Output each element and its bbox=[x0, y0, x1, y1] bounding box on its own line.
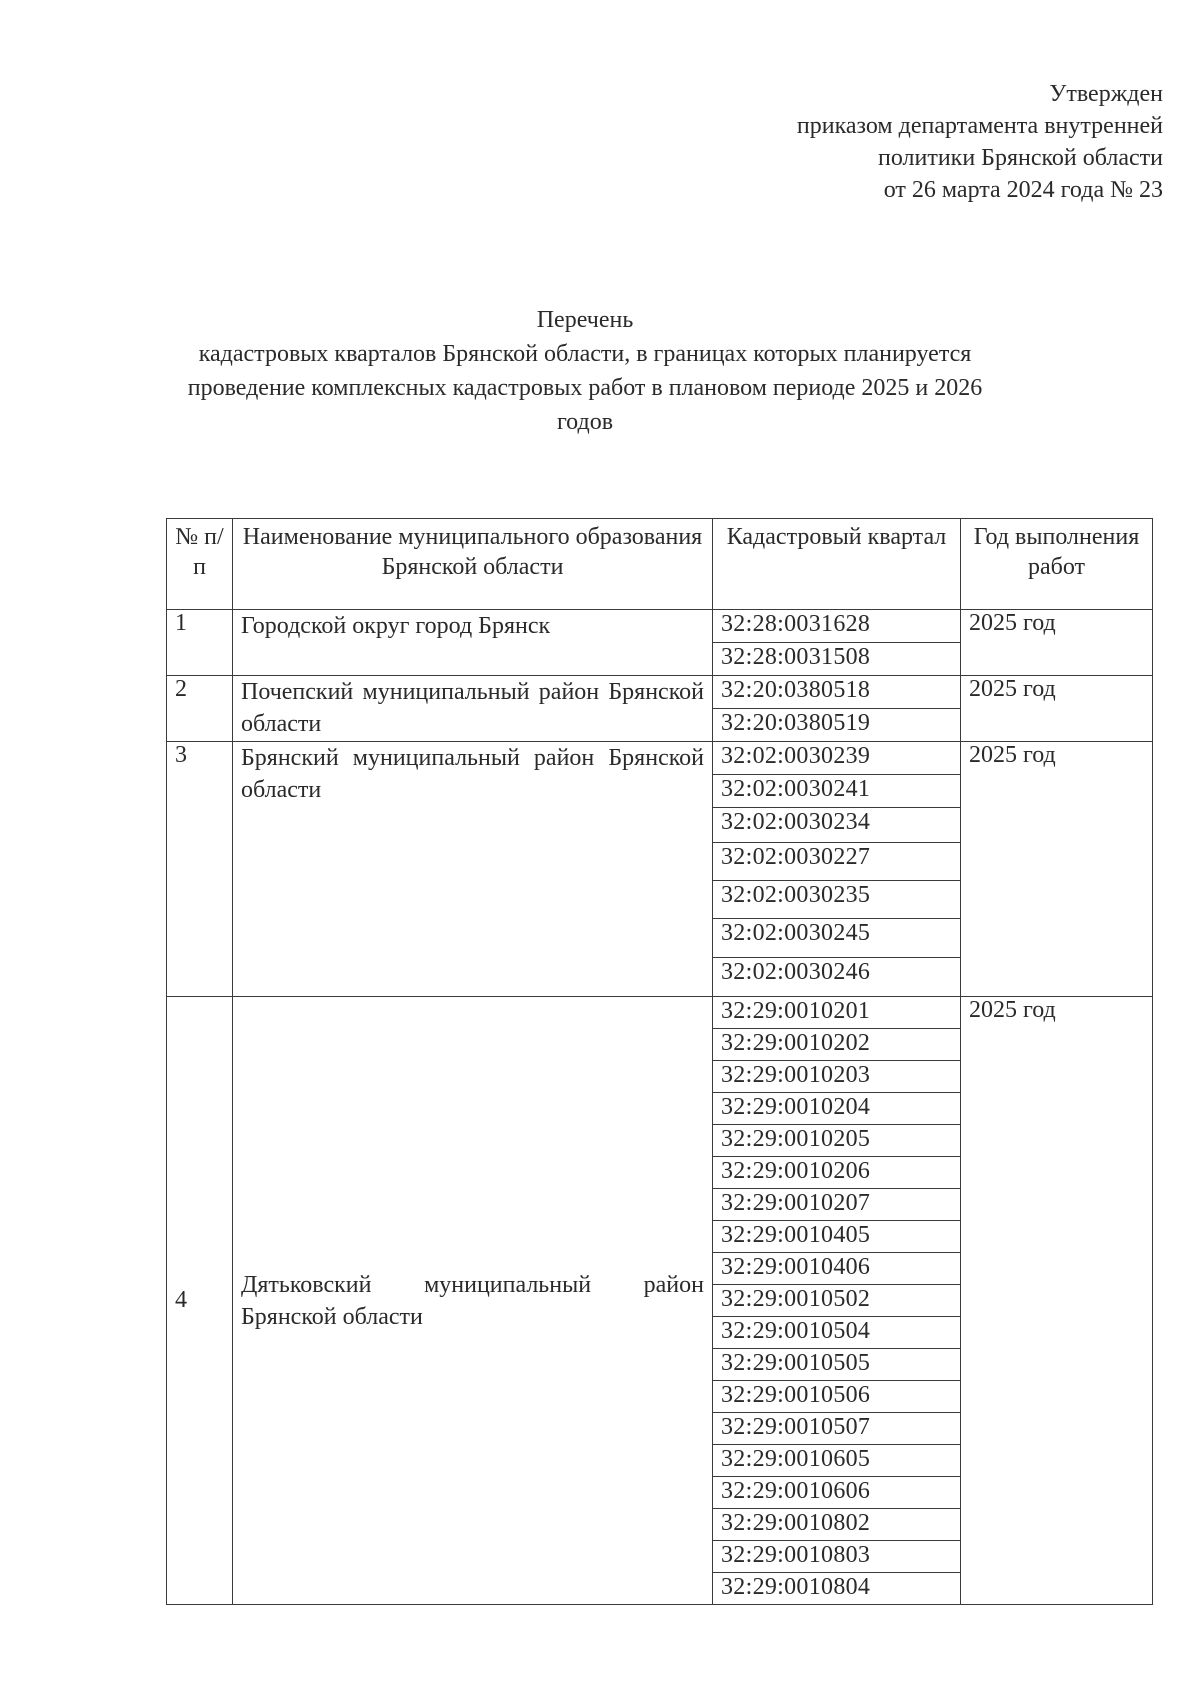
cadastral-quarter: 32:29:0010507 bbox=[713, 1413, 961, 1445]
table-row bbox=[167, 997, 1153, 1029]
approval-line: приказом департамента внутренней bbox=[796, 113, 1163, 139]
cadastral-quarter: 32:02:0030227 bbox=[713, 843, 961, 881]
header-quarter: Кадастровый квартал bbox=[713, 519, 961, 610]
cadastral-quarter: 32:02:0030246 bbox=[713, 958, 961, 997]
cadastral-table bbox=[166, 518, 1153, 1605]
cadastral-quarter: 32:29:0010803 bbox=[713, 1541, 961, 1573]
cadastral-quarter: 32:20:0380518 bbox=[713, 676, 961, 709]
work-year: 2025 год bbox=[961, 742, 1153, 997]
cadastral-quarter: 32:02:0030241 bbox=[713, 775, 961, 808]
cadastral-quarter: 32:29:0010406 bbox=[713, 1253, 961, 1285]
cadastral-quarter: 32:29:0010405 bbox=[713, 1221, 961, 1253]
header-name: Наименование муниципального образования Брянской области bbox=[233, 519, 713, 610]
row-number: 3 bbox=[167, 742, 233, 997]
header-year: Год выполнения работ bbox=[961, 519, 1153, 610]
approval-line: от 26 марта 2024 года № 23 bbox=[883, 177, 1163, 203]
cadastral-quarter: 32:02:0030235 bbox=[713, 881, 961, 919]
title-line: проведение комплексных кадастровых работ в плановом периоде 2025 и 2026 bbox=[187, 375, 983, 401]
cadastral-quarter: 32:29:0010201 bbox=[713, 997, 961, 1029]
table-row bbox=[167, 610, 1153, 643]
cadastral-quarter: 32:29:0010202 bbox=[713, 1029, 961, 1061]
cadastral-quarter: 32:28:0031508 bbox=[713, 643, 961, 676]
row-number: 2 bbox=[167, 676, 233, 742]
title-line: кадастровых кварталов Брянской области, в границах которых планируется bbox=[198, 341, 972, 367]
approval-line: политики Брянской области bbox=[877, 145, 1163, 171]
table-row bbox=[167, 676, 1153, 709]
row-number: 4 bbox=[167, 997, 233, 1605]
cadastral-quarter: 32:29:0010606 bbox=[713, 1477, 961, 1509]
municipality-name: Почепский муниципальный район Брянской области bbox=[233, 676, 713, 742]
cadastral-quarter: 32:29:0010504 bbox=[713, 1317, 961, 1349]
table-header-row bbox=[167, 519, 1153, 610]
header-num: № п/п bbox=[167, 519, 233, 610]
cadastral-quarter: 32:29:0010204 bbox=[713, 1093, 961, 1125]
table-row bbox=[167, 742, 1153, 775]
cadastral-quarter: 32:02:0030245 bbox=[713, 919, 961, 958]
cadastral-quarter: 32:02:0030239 bbox=[713, 742, 961, 775]
municipality-name: Брянский муниципальный район Брянской области bbox=[233, 742, 713, 997]
cadastral-quarter: 32:29:0010502 bbox=[713, 1285, 961, 1317]
cadastral-quarter: 32:02:0030234 bbox=[713, 808, 961, 843]
title-line: годов bbox=[556, 409, 614, 435]
title-line: Перечень bbox=[536, 307, 634, 333]
work-year: 2025 год bbox=[961, 610, 1153, 676]
cadastral-quarter: 32:29:0010804 bbox=[713, 1573, 961, 1605]
work-year: 2025 год bbox=[961, 997, 1153, 1605]
cadastral-quarter: 32:29:0010506 bbox=[713, 1381, 961, 1413]
table-body bbox=[167, 610, 1153, 1605]
cadastral-quarter: 32:29:0010207 bbox=[713, 1189, 961, 1221]
cadastral-quarter: 32:29:0010605 bbox=[713, 1445, 961, 1477]
cadastral-quarter: 32:28:0031628 bbox=[713, 610, 961, 643]
document-title bbox=[165, 303, 1005, 439]
cadastral-quarter: 32:29:0010203 bbox=[713, 1061, 961, 1093]
approval-stamp bbox=[797, 78, 1163, 206]
municipality-name: Дятьковский муниципальный район Брянской области bbox=[233, 997, 713, 1605]
cadastral-quarter: 32:29:0010205 bbox=[713, 1125, 961, 1157]
cadastral-quarter: 32:20:0380519 bbox=[713, 709, 961, 742]
municipality-name: Городской округ город Брянск bbox=[233, 610, 713, 676]
cadastral-quarter: 32:29:0010206 bbox=[713, 1157, 961, 1189]
approval-line: Утвержден bbox=[1049, 81, 1163, 107]
row-number: 1 bbox=[167, 610, 233, 676]
cadastral-quarter: 32:29:0010802 bbox=[713, 1509, 961, 1541]
work-year: 2025 год bbox=[961, 676, 1153, 742]
cadastral-quarter: 32:29:0010505 bbox=[713, 1349, 961, 1381]
